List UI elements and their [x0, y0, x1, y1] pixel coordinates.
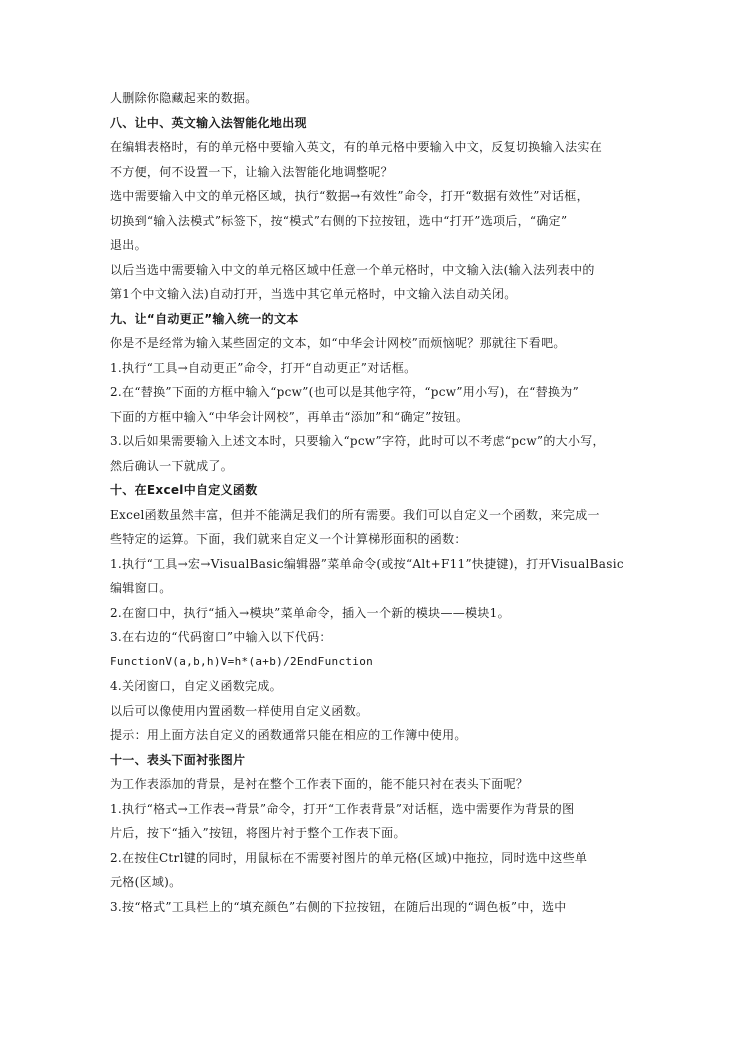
text-line: 编辑窗口。: [110, 581, 172, 595]
text-line: 然后确认一下就成了。: [110, 458, 234, 473]
text-line: 在编辑表格时，有的单元格中要输入英文，有的单元格中要输入中文，反复切换输入法实在: [110, 140, 603, 154]
text-line: 1.执行“工具→自动更正”命令，打开“自动更正”对话框。: [110, 360, 417, 375]
text-line: 些特定的运算。下面，我们就来自定义一个计算梯形面积的函数：: [110, 532, 467, 546]
text-line: 3.按“格式”工具栏上的“填充颜色”右侧的下拉按钮，在随后出现的“调色板”中，选中: [110, 899, 567, 914]
text-line: 元格(区域)。: [110, 875, 182, 889]
text-line: 片后，按下“插入”按钮，将图片衬于整个工作表下面。: [110, 826, 406, 840]
text-line: 提示：用上面方法自定义的函数通常只能在相应的工作簿中使用。: [110, 728, 467, 742]
text-line: 为工作表添加的背景，是衬在整个工作表下面的，能不能只衬在表头下面呢？: [110, 777, 529, 791]
text-line: 你是不是经常为输入某些固定的文本，如“中华会计网校”而烦恼呢？那就往下看吧。: [110, 336, 566, 350]
text-line: 切换到“输入法模式”标签下，按“模式”右侧的下拉按钮，选中“打开”选项后，“确定”: [110, 213, 568, 228]
text-line: 以后当选中需要输入中文的单元格区域中任意一个单元格时，中文输入法(输入法列表中的: [110, 262, 595, 277]
text-line: 2.在窗口中，执行“插入→模块”菜单命令，插入一个新的模块——模块1。: [110, 605, 510, 620]
text-line: 3.以后如果需要输入上述文本时，只要输入“pcw”字符，此时可以不考虑“pcw”的大小写，: [110, 434, 605, 448]
code-line: FunctionV(a,b,h)V=h*(a+b)/2EndFunction: [110, 654, 374, 668]
text-line: 选中需要输入中文的单元格区域，执行“数据→有效性”命令，打开“数据有效性”对话框，: [110, 189, 589, 203]
text-line: 退出。: [110, 238, 147, 252]
text-line: 3.在右边的“代码窗口”中输入以下代码：: [110, 630, 332, 644]
text-line: 4.关闭窗口，自定义函数完成。: [110, 679, 282, 693]
section-heading: 八、让中、英文输入法智能化地出现: [110, 115, 307, 130]
section-heading: 十一、表头下面衬张图片: [110, 752, 246, 767]
text-line: 人删除你隐藏起来的数据。: [110, 91, 258, 105]
text-line: 不方便，何不设置一下，让输入法智能化地调整呢？: [110, 164, 393, 179]
text-line: 2.在“替换”下面的方框中输入“pcw”(也可以是其他字符，“pcw”用小写)，在“替换为”: [110, 385, 580, 399]
text-line: 下面的方框中输入“中华会计网校”，再单击“添加”和“确定”按钮。: [110, 409, 469, 424]
text-line: Excel函数虽然丰富，但并不能满足我们的所有需要。我们可以自定义一个函数，来完成一: [110, 507, 600, 522]
text-line: 以后可以像使用内置函数一样使用自定义函数。: [110, 703, 369, 718]
text-line: 第1个中文输入法)自动打开，当选中其它单元格时，中文输入法自动关闭。: [110, 287, 517, 301]
section-heading: 九、让“自动更正”输入统一的文本: [110, 311, 299, 326]
section-heading: 十、在Excel中自定义函数: [110, 483, 258, 497]
text-line: 2.在按住Ctrl键的同时，用鼠标在不需要衬图片的单元格(区域)中拖拉，同时选中这些单: [110, 850, 588, 865]
text-line: 1.执行“工具→宏→VisualBasic编辑器”菜单命令(或按“Alt+F11”快捷键)，打开VisualBasic: [110, 556, 624, 571]
text-line: 1.执行“格式→工作表→背景”命令，打开“工作表背景”对话框，选中需要作为背景的图: [110, 801, 575, 816]
document-body: [110, 86, 640, 919]
